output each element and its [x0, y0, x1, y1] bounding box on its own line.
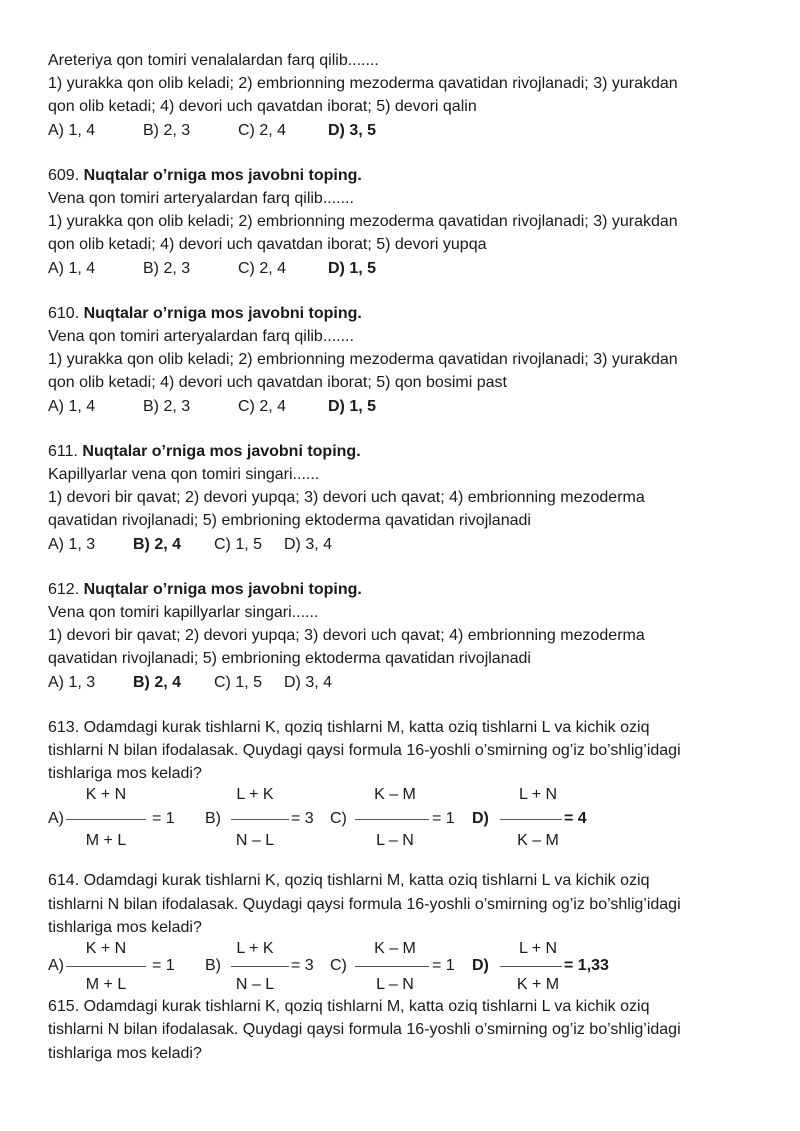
option-c: C) 2, 4: [238, 259, 287, 277]
question-items: qon olib ketadi; 4) devori uch qavatdan iborat; 5) qon bosimi past: [48, 374, 507, 392]
denominator: L – N: [376, 832, 414, 850]
formula-options: A) K + N M + L = 1 B) L + K N – L = 3 C) K – M L – N = 1 D) L + N K + M = 1,33: [48, 940, 609, 994]
question-text: tishlariga mos keladi?: [48, 918, 202, 936]
option-a: A) 1, 4: [48, 397, 96, 415]
question-stem: Kapillyarlar vena qon tomiri singari......: [48, 466, 320, 484]
numerator: K – M: [374, 940, 416, 958]
question-611: [48, 440, 748, 556]
question-text: tishlarni N bilan ifodalasak. Quydagi qaysi formula 16-yoshli o’smirning og’iz bo’shlig’idagi: [48, 742, 681, 760]
question-stem: Vena qon tomiri arteryalardan farq qilib.......: [48, 190, 354, 208]
answer-options: [48, 533, 748, 556]
fraction-bar: [66, 819, 146, 820]
question-items: 1) yurakka qon olib keladi; 2) embrionning mezoderma qavatidan rivojlanadi; 3) yurakdan: [48, 351, 678, 369]
result: = 1: [152, 810, 175, 828]
question-609: [48, 164, 748, 280]
answer-options: [48, 395, 748, 418]
question-title: Nuqtalar o’rniga mos javobni toping.: [83, 580, 362, 598]
question-items: qavatidan rivojlanadi; 5) embrioning ektoderma qavatidan rivojlanadi: [48, 650, 531, 668]
option-b: B) 2, 3: [143, 397, 191, 415]
option-b: B) 2, 3: [143, 121, 191, 139]
answer-options: [48, 257, 748, 280]
option-a: A) 1, 3: [48, 673, 96, 691]
formula-options: A) K + N M + L = 1 B) L + K N – L = 3 C) K – M L – N = 1 D) L + N K – M = 4: [48, 786, 587, 850]
question-613: [48, 716, 748, 856]
question-items: 1) devori bir qavat; 2) devori yupqa; 3) devori uch qavat; 4) embrionning mezoderma: [48, 627, 645, 645]
option-a: A) 1, 4: [48, 259, 96, 277]
question-608: [48, 49, 748, 142]
numerator: L + K: [236, 940, 274, 958]
question-number: 611.: [48, 442, 78, 460]
fraction-bar: [355, 819, 429, 820]
option-a: A) 1, 3: [48, 535, 96, 553]
option-d-correct: D) 3, 5: [328, 121, 377, 139]
question-number: 612.: [48, 580, 80, 598]
option-b: B) 2, 3: [143, 259, 191, 277]
denominator: L – N: [376, 976, 414, 994]
answer-options: [48, 671, 748, 694]
numerator: L + N: [518, 786, 558, 804]
question-text: tishlariga mos keladi?: [48, 765, 202, 783]
option-b-correct: B) 2, 4: [133, 673, 182, 691]
numerator: L + K: [236, 786, 274, 804]
fraction-bar: [66, 966, 146, 967]
option-c: C) 1, 5: [214, 535, 263, 553]
result: = 1: [432, 957, 455, 975]
denominator: N – L: [235, 832, 275, 850]
question-text: 614. Odamdagi kurak tishlarni K, qoziq tishlarni M, katta oziq tishlarni L va kichik oziq: [48, 872, 650, 890]
fraction-bar: [500, 819, 562, 820]
numerator: K + N: [85, 940, 127, 958]
fraction-bar: [355, 966, 429, 967]
denominator: M + L: [85, 976, 127, 994]
option-c: C) 2, 4: [238, 121, 287, 139]
option-c: C) 1, 5: [214, 673, 263, 691]
result: = 3: [291, 957, 314, 975]
question-614: [48, 869, 748, 995]
result: = 1,33: [564, 957, 609, 975]
denominator: N – L: [235, 976, 275, 994]
denominator: K – M: [517, 832, 559, 850]
option-d-correct: D) 1, 5: [328, 259, 377, 277]
option-d: D) 3, 4: [284, 673, 333, 691]
result: = 1: [152, 957, 175, 975]
question-items: qon olib ketadi; 4) devori uch qavatdan iborat; 5) devori yupqa: [48, 236, 487, 254]
result: = 4: [564, 810, 587, 828]
question-number: 610.: [48, 304, 80, 322]
denominator: M + L: [85, 832, 127, 850]
fraction-bar: [231, 819, 289, 820]
question-text: 615. Odamdagi kurak tishlarni K, qoziq tishlarni M, katta oziq tishlarni L va kichik oziq: [48, 998, 650, 1016]
question-stem: Areteriya qon tomiri venalalardan farq qilib.......: [48, 52, 379, 69]
question-text: tishlariga mos keladi?: [48, 1044, 202, 1062]
question-title: Nuqtalar o’rniga mos javobni toping.: [82, 442, 361, 460]
document-page: [48, 49, 748, 1065]
option-a: A) 1, 4: [48, 121, 96, 139]
question-615: [48, 995, 748, 1065]
option-d: D) 3, 4: [284, 535, 333, 553]
question-610: [48, 302, 748, 418]
question-stem: Vena qon tomiri arteryalardan farq qilib.......: [48, 328, 354, 346]
question-title: Nuqtalar o’rniga mos javobni toping.: [83, 166, 362, 184]
question-items: 1) yurakka qon olib keladi; 2) embrionning mezoderma qavatidan rivojlanadi; 3) yurakdan: [48, 213, 678, 231]
denominator: K + M: [516, 976, 560, 994]
option-c: C) 2, 4: [238, 397, 287, 415]
numerator: K – M: [374, 786, 416, 804]
fraction-bar: [500, 966, 562, 967]
question-items: qavatidan rivojlanadi; 5) embrioning ektoderma qavatidan rivojlanadi: [48, 512, 531, 530]
question-number: 609.: [48, 166, 80, 184]
question-text: tishlarni N bilan ifodalasak. Quydagi qaysi formula 16-yoshli o’smirning og’iz bo’shlig’idagi: [48, 895, 681, 913]
result: = 1: [432, 810, 455, 828]
fraction-bar: [231, 966, 289, 967]
question-text: tishlarni N bilan ifodalasak. Quydagi qaysi formula 16-yoshli o’smirning og’iz bo’shlig’idagi: [48, 1021, 681, 1039]
question-items: 1) devori bir qavat; 2) devori yupqa; 3) devori uch qavat; 4) embrionning mezoderma: [48, 489, 645, 507]
numerator: K + N: [85, 786, 127, 804]
option-b-correct: B) 2, 4: [133, 535, 182, 553]
question-text: 613. Odamdagi kurak tishlarni K, qoziq tishlarni M, katta oziq tishlarni L va kichik oziq: [48, 718, 650, 736]
question-612: [48, 578, 748, 694]
answer-options: [48, 119, 748, 142]
question-items: qon olib ketadi; 4) devori uch qavatdan iborat; 5) devori qalin: [48, 98, 477, 116]
option-d-correct: D) 1, 5: [328, 397, 377, 415]
numerator: L + N: [518, 940, 558, 958]
question-stem: Vena qon tomiri kapillyarlar singari......: [48, 604, 319, 622]
question-title: Nuqtalar o’rniga mos javobni toping.: [83, 304, 362, 322]
question-items: 1) yurakka qon olib keladi; 2) embrionning mezoderma qavatidan rivojlanadi; 3) yurakdan: [48, 75, 678, 93]
result: = 3: [291, 810, 314, 828]
